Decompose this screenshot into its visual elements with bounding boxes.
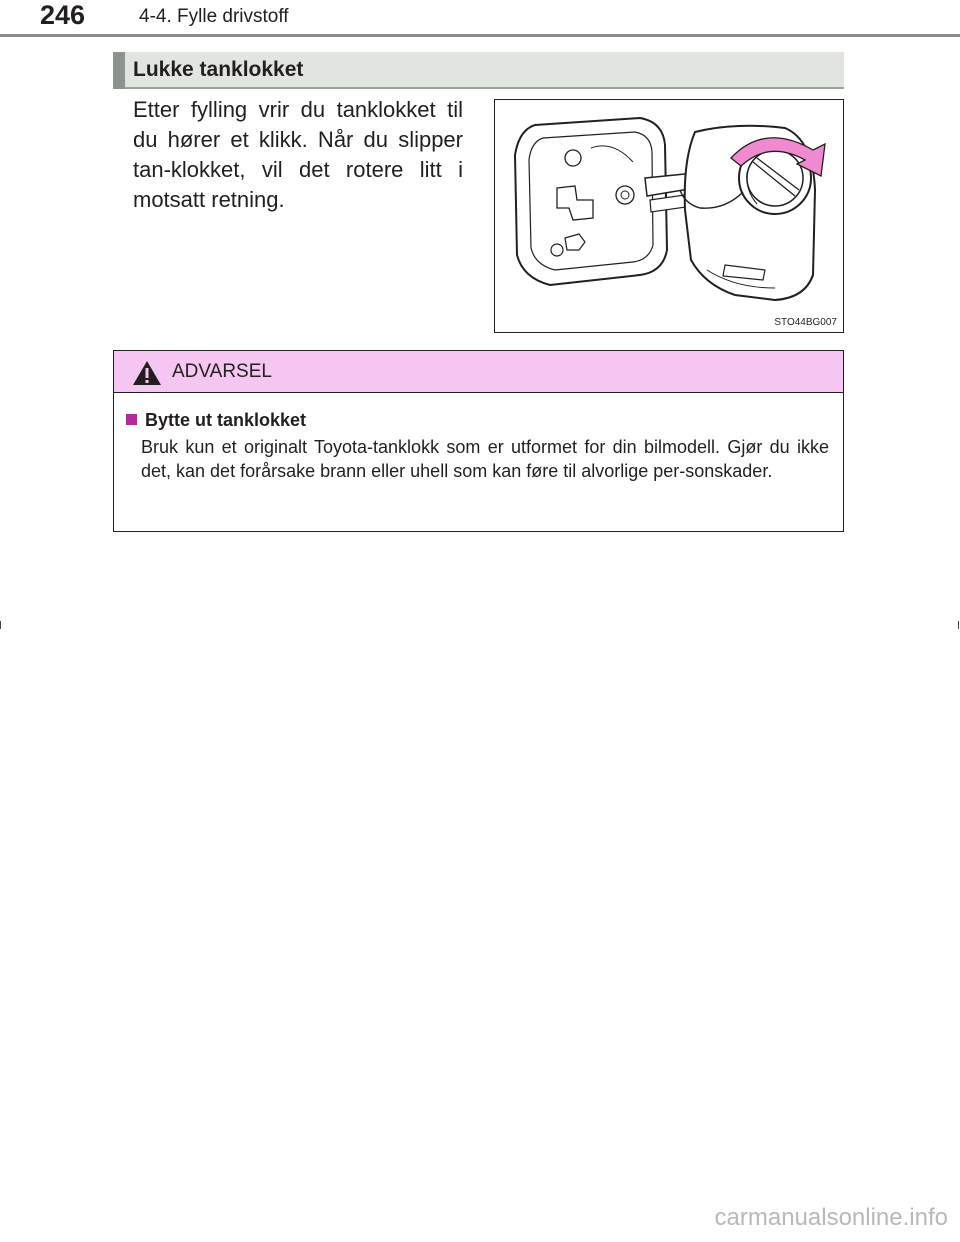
warning-header — [114, 351, 843, 393]
warning-item-text: Bruk kun et originalt Toyota-tanklokk som er utformet for din bilmodell. Gjør du ikke det, kan det forårsake brann eller uhell som kan føre til alvorlige per-sonskader. — [141, 437, 829, 481]
warning-label: ADVARSEL — [172, 361, 272, 382]
warning-item-title-text: Bytte ut tanklokket — [145, 410, 307, 430]
crop-mark-right — [958, 621, 959, 629]
chapter-title: 4-4. Fylle drivstoff — [139, 6, 289, 27]
crop-mark-left — [0, 621, 1, 629]
fuel-door-drawing — [495, 100, 843, 332]
instruction-paragraph: Etter fylling vrir du tanklokket til du hører et klikk. Når du slipper tan-klokket, vil det rotere litt i motsatt retning. — [133, 97, 463, 212]
warning-triangle-icon — [132, 360, 162, 386]
page-number: 246 — [40, 0, 86, 30]
bullet-square-icon — [126, 414, 137, 425]
section-bar-accent — [113, 52, 125, 89]
section-heading-bar — [113, 52, 844, 89]
warning-item-title — [126, 410, 306, 431]
header-rule — [0, 34, 960, 37]
fuel-cap-illustration — [494, 99, 844, 333]
warning-box — [113, 350, 844, 532]
figure-code: STO44BG007 — [774, 317, 837, 328]
watermark: carmanualsonline.info — [714, 1204, 948, 1231]
section-title: Lukke tanklokket — [133, 58, 304, 81]
